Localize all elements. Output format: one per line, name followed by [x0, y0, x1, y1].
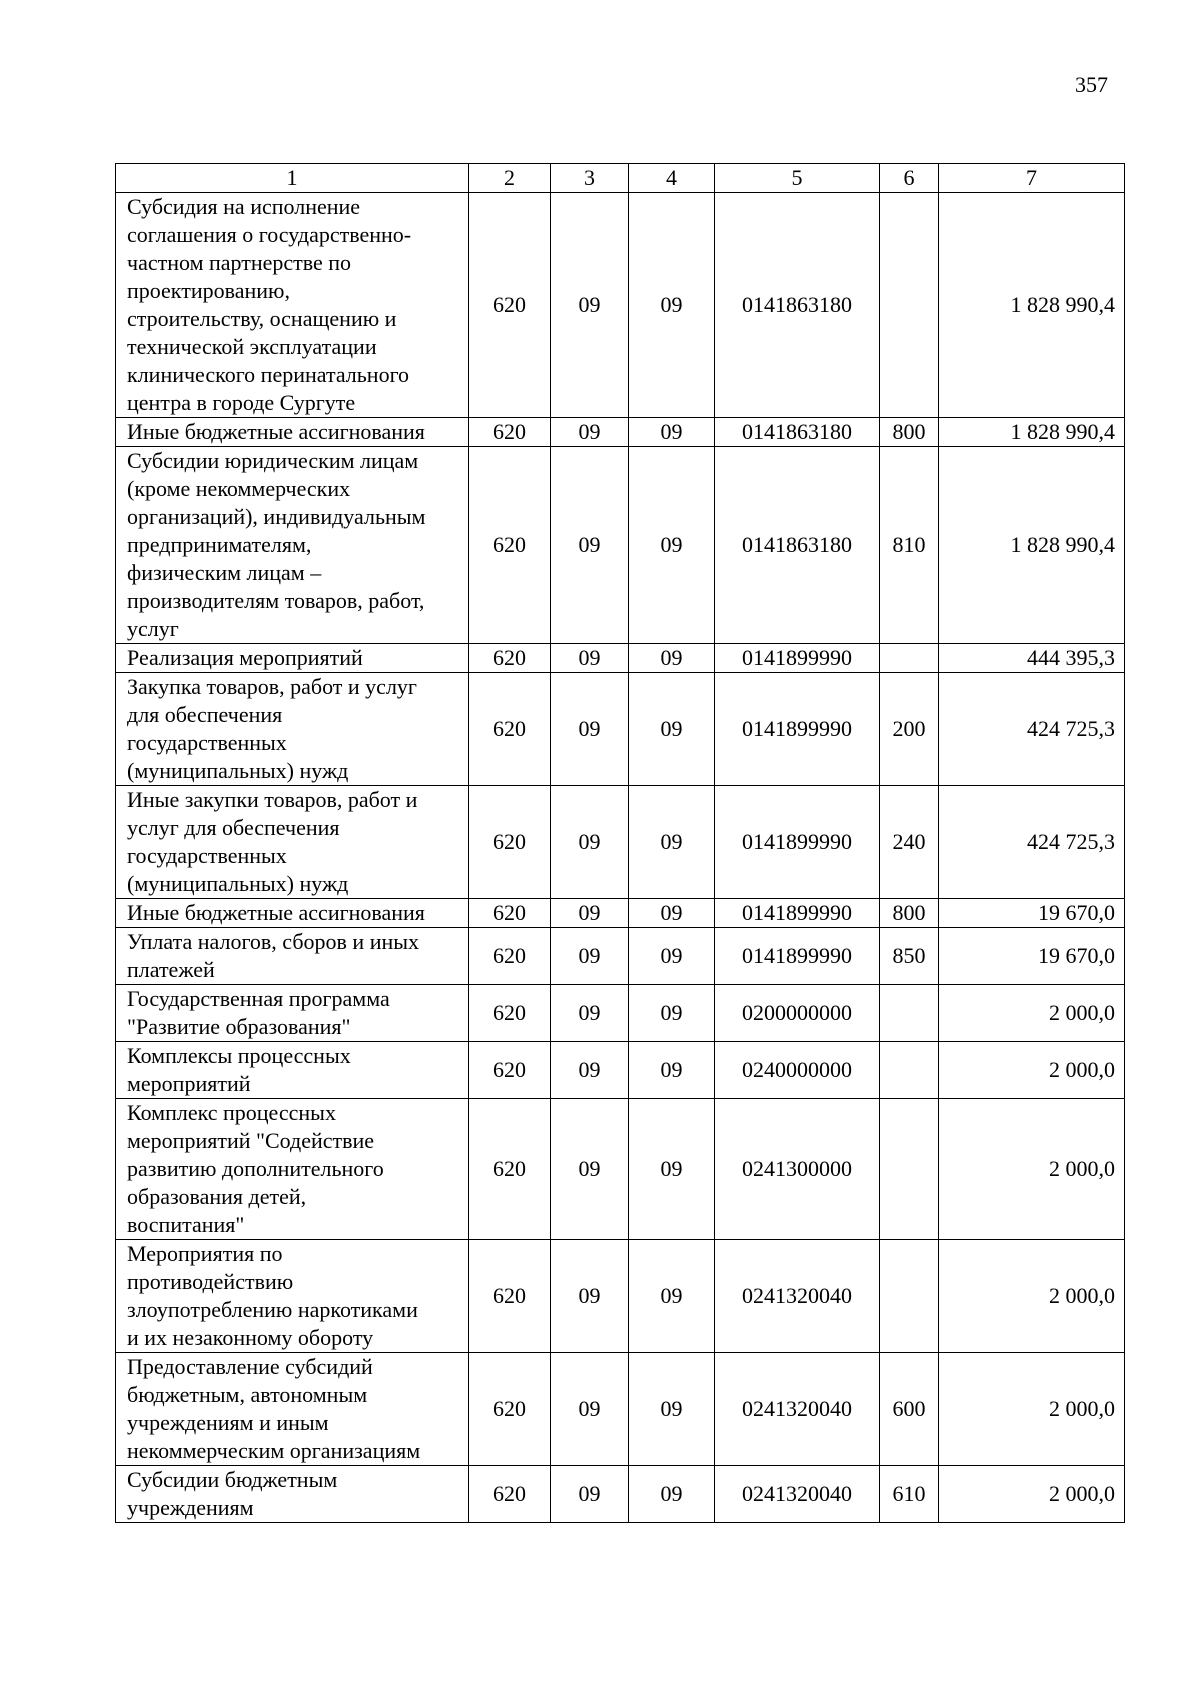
header-cell: 2	[469, 164, 551, 193]
row-name-cell: Иные бюджетные ассигнования	[116, 418, 469, 447]
row-name-cell: Комплекс процессных мероприятий "Содействие развитию дополнительного образования детей, воспитания"	[116, 1099, 469, 1240]
row-code-6-cell: 240	[880, 786, 939, 899]
page-number: 357	[1075, 72, 1108, 97]
table-row	[116, 928, 1125, 985]
row-code-2-cell: 620	[469, 1353, 551, 1466]
row-code-2-cell: 620	[469, 418, 551, 447]
row-amount-cell: 424 725,3	[939, 673, 1125, 786]
row-code-3-cell: 09	[551, 786, 629, 899]
table-row	[116, 644, 1125, 673]
row-code-5-cell: 0141863180	[715, 418, 880, 447]
row-code-5-cell: 0141899990	[715, 899, 880, 928]
row-code-4-cell: 09	[629, 928, 715, 985]
row-code-4-cell: 09	[629, 673, 715, 786]
row-code-5-cell: 0141899990	[715, 644, 880, 673]
table-header	[116, 164, 1125, 193]
row-code-5-cell: 0200000000	[715, 985, 880, 1042]
row-name-cell: Иные закупки товаров, работ и услуг для обеспечения государственных (муниципальных) нужд	[116, 786, 469, 899]
budget-table	[115, 163, 1125, 1523]
row-code-4-cell: 09	[629, 644, 715, 673]
row-code-6-cell: 810	[880, 447, 939, 644]
row-name-cell: Уплата налогов, сборов и иных платежей	[116, 928, 469, 985]
row-code-4-cell: 09	[629, 985, 715, 1042]
table-row	[116, 1466, 1125, 1523]
row-code-6-cell	[880, 193, 939, 418]
row-code-3-cell: 09	[551, 985, 629, 1042]
row-code-4-cell: 09	[629, 447, 715, 644]
row-code-5-cell: 0141863180	[715, 193, 880, 418]
row-amount-cell: 19 670,0	[939, 899, 1125, 928]
row-code-4-cell: 09	[629, 899, 715, 928]
row-amount-cell: 2 000,0	[939, 1353, 1125, 1466]
row-code-5-cell: 0241300000	[715, 1099, 880, 1240]
row-amount-cell: 2 000,0	[939, 1042, 1125, 1099]
row-code-3-cell: 09	[551, 1353, 629, 1466]
row-amount-cell: 2 000,0	[939, 1240, 1125, 1353]
row-code-5-cell: 0240000000	[715, 1042, 880, 1099]
row-amount-cell: 444 395,3	[939, 644, 1125, 673]
row-name-cell: Реализация мероприятий	[116, 644, 469, 673]
row-amount-cell: 424 725,3	[939, 786, 1125, 899]
row-code-5-cell: 0141899990	[715, 928, 880, 985]
row-code-3-cell: 09	[551, 1099, 629, 1240]
table-row	[116, 899, 1125, 928]
header-cell: 6	[880, 164, 939, 193]
row-code-6-cell	[880, 1240, 939, 1353]
table-row	[116, 447, 1125, 644]
row-code-6-cell: 600	[880, 1353, 939, 1466]
header-cell: 1	[116, 164, 469, 193]
row-amount-cell: 1 828 990,4	[939, 193, 1125, 418]
table-row	[116, 1042, 1125, 1099]
row-code-3-cell: 09	[551, 928, 629, 985]
row-code-4-cell: 09	[629, 1466, 715, 1523]
row-code-4-cell: 09	[629, 1042, 715, 1099]
row-code-5-cell: 0141899990	[715, 673, 880, 786]
table-row	[116, 673, 1125, 786]
table-body	[116, 193, 1125, 1523]
row-code-3-cell: 09	[551, 447, 629, 644]
row-name-cell: Субсидии юридическим лицам (кроме некоммерческих организаций), индивидуальным предпринимателям, физическим лицам – производителям товаров, работ, услуг	[116, 447, 469, 644]
row-code-6-cell	[880, 1042, 939, 1099]
row-code-5-cell: 0241320040	[715, 1240, 880, 1353]
row-code-6-cell	[880, 644, 939, 673]
row-code-6-cell	[880, 1099, 939, 1240]
row-code-2-cell: 620	[469, 644, 551, 673]
row-code-4-cell: 09	[629, 1353, 715, 1466]
row-code-2-cell: 620	[469, 1240, 551, 1353]
row-code-2-cell: 620	[469, 447, 551, 644]
row-code-2-cell: 620	[469, 193, 551, 418]
row-name-cell: Государственная программа "Развитие образования"	[116, 985, 469, 1042]
header-cell: 3	[551, 164, 629, 193]
row-code-6-cell: 610	[880, 1466, 939, 1523]
row-code-3-cell: 09	[551, 1466, 629, 1523]
row-name-cell: Закупка товаров, работ и услуг для обеспечения государственных (муниципальных) нужд	[116, 673, 469, 786]
table-row	[116, 418, 1125, 447]
header-cell: 7	[939, 164, 1125, 193]
row-code-4-cell: 09	[629, 1240, 715, 1353]
row-amount-cell: 2 000,0	[939, 985, 1125, 1042]
row-amount-cell: 1 828 990,4	[939, 418, 1125, 447]
row-code-2-cell: 620	[469, 928, 551, 985]
row-code-2-cell: 620	[469, 1042, 551, 1099]
row-name-cell: Субсидии бюджетным учреждениям	[116, 1466, 469, 1523]
table-row	[116, 985, 1125, 1042]
row-code-3-cell: 09	[551, 673, 629, 786]
row-name-cell: Иные бюджетные ассигнования	[116, 899, 469, 928]
row-code-4-cell: 09	[629, 786, 715, 899]
row-code-3-cell: 09	[551, 644, 629, 673]
row-amount-cell: 2 000,0	[939, 1099, 1125, 1240]
row-code-4-cell: 09	[629, 418, 715, 447]
row-amount-cell: 19 670,0	[939, 928, 1125, 985]
row-name-cell: Предоставление субсидий бюджетным, автономным учреждениям и иным некоммерческим организациям	[116, 1353, 469, 1466]
row-code-3-cell: 09	[551, 899, 629, 928]
row-code-3-cell: 09	[551, 1042, 629, 1099]
header-cell: 4	[629, 164, 715, 193]
row-name-cell: Субсидия на исполнение соглашения о государственно- частном партнерстве по проектированию, строительству, оснащению и технической эксплуатации клинического перинатального центра в городе Сургуте	[116, 193, 469, 418]
row-code-5-cell: 0141899990	[715, 786, 880, 899]
row-amount-cell: 1 828 990,4	[939, 447, 1125, 644]
row-code-6-cell	[880, 985, 939, 1042]
row-code-6-cell: 200	[880, 673, 939, 786]
row-code-3-cell: 09	[551, 418, 629, 447]
table-row	[116, 1240, 1125, 1353]
row-code-2-cell: 620	[469, 899, 551, 928]
row-code-3-cell: 09	[551, 193, 629, 418]
table-row	[116, 1353, 1125, 1466]
table-row	[116, 193, 1125, 418]
row-code-6-cell: 850	[880, 928, 939, 985]
row-code-4-cell: 09	[629, 193, 715, 418]
row-name-cell: Комплексы процессных мероприятий	[116, 1042, 469, 1099]
row-code-5-cell: 0241320040	[715, 1353, 880, 1466]
row-amount-cell: 2 000,0	[939, 1466, 1125, 1523]
row-code-6-cell: 800	[880, 418, 939, 447]
row-code-2-cell: 620	[469, 786, 551, 899]
row-code-2-cell: 620	[469, 1466, 551, 1523]
row-code-5-cell: 0141863180	[715, 447, 880, 644]
row-code-3-cell: 09	[551, 1240, 629, 1353]
row-code-2-cell: 620	[469, 1099, 551, 1240]
table-row	[116, 1099, 1125, 1240]
row-code-5-cell: 0241320040	[715, 1466, 880, 1523]
row-code-2-cell: 620	[469, 673, 551, 786]
header-row	[116, 164, 1125, 193]
row-code-4-cell: 09	[629, 1099, 715, 1240]
row-code-2-cell: 620	[469, 985, 551, 1042]
header-cell: 5	[715, 164, 880, 193]
table-row	[116, 786, 1125, 899]
row-name-cell: Мероприятия по противодействию злоупотреблению наркотиками и их незаконному обороту	[116, 1240, 469, 1353]
row-code-6-cell: 800	[880, 899, 939, 928]
